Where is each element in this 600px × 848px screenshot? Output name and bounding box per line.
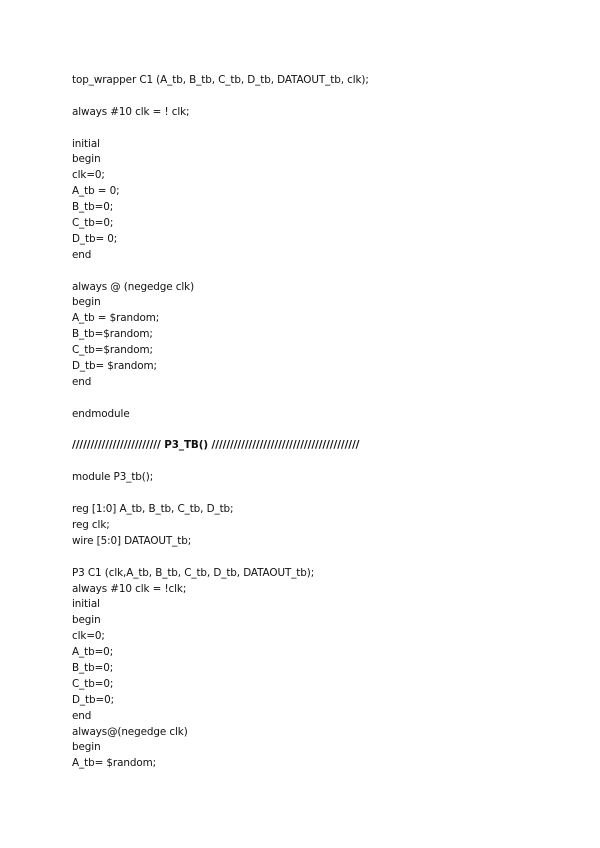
code-line: module P3_tb(); (72, 471, 154, 484)
code-line: B_tb=0; (72, 661, 114, 674)
code-line: reg [1:0] A_tb, B_tb, C_tb, D_tb; (72, 503, 234, 516)
code-line: C_tb=0; (72, 217, 114, 230)
code-line: always @ (negedge clk) (72, 280, 195, 293)
blank-line (72, 121, 532, 137)
code-line: clk=0; (72, 630, 105, 643)
code-line: B_tb=$random; (72, 328, 153, 341)
code-line: D_tb= $random; (72, 360, 157, 373)
blank-line (72, 391, 532, 407)
code-line: A_tb = $random; (72, 312, 160, 325)
section-divider-heading: //////////////////////// P3_TB() //////////////////////////////////////// (72, 439, 360, 452)
code-line: begin (72, 153, 101, 166)
code-line: D_tb= 0; (72, 232, 118, 245)
code-line: always #10 clk = ! clk; (72, 105, 190, 118)
blank-line (72, 550, 532, 566)
code-line: always #10 clk = !clk; (72, 582, 187, 595)
blank-line (72, 454, 532, 470)
code-line: C_tb=0; (72, 677, 114, 690)
blank-line (72, 264, 532, 280)
code-line: end (72, 709, 92, 722)
code-line: B_tb=0; (72, 201, 114, 214)
code-line: endmodule (72, 407, 130, 420)
blank-line (72, 486, 532, 502)
code-line: reg clk; (72, 518, 110, 531)
code-line: wire [5:0] DATAOUT_tb; (72, 534, 192, 547)
code-line: top_wrapper C1 (A_tb, B_tb, C_tb, D_tb, DATAOUT_tb, clk); (72, 74, 369, 86)
code-listing (72, 73, 532, 772)
code-line: initial (72, 137, 100, 150)
blank-line (72, 89, 532, 105)
code-line: C_tb=$random; (72, 344, 153, 357)
blank-line (72, 423, 532, 439)
code-line: begin (72, 614, 101, 627)
code-line: initial (72, 598, 100, 611)
code-line: P3 C1 (clk,A_tb, B_tb, C_tb, D_tb, DATAOUT_tb); (72, 566, 315, 579)
code-line: end (72, 375, 92, 388)
code-line: A_tb=0; (72, 646, 114, 659)
code-line: D_tb=0; (72, 693, 114, 706)
code-line: begin (72, 741, 101, 754)
code-line: end (72, 248, 92, 261)
code-line: clk=0; (72, 169, 105, 182)
code-line: A_tb = 0; (72, 185, 120, 198)
code-line: always@(negedge clk) (72, 725, 188, 738)
code-line: A_tb= $random; (72, 757, 156, 770)
code-line: begin (72, 296, 101, 309)
